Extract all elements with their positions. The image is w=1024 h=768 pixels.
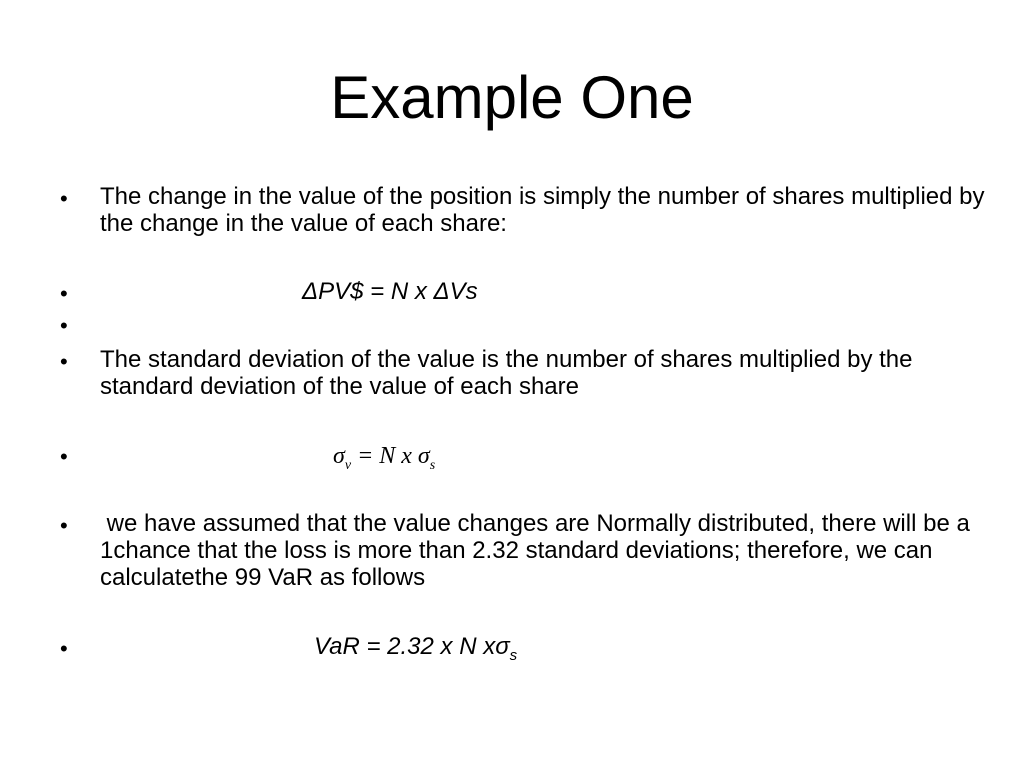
formula-sigma-v: [333, 443, 435, 473]
bullet-2: •: [60, 281, 68, 306]
bullet-1-text: The change in the value of the position is simply the number of shares multiplied by the change in the value of each share:: [100, 183, 985, 237]
bullet-3-empty: •: [60, 313, 68, 338]
var-formula-main: VaR = 2.32 x N xσ: [314, 633, 510, 660]
var-subscript-s: s: [509, 647, 518, 664]
bullet-4-text: The standard deviation of the value is the number of shares multiplied by the standard deviation of the value of each share: [100, 346, 913, 400]
slide-title: Example One: [330, 64, 694, 131]
bullet-7: •: [60, 636, 68, 661]
bullet-5: •: [60, 444, 68, 469]
bullet-4: •: [60, 349, 68, 374]
bullet-6-text: we have assumed that the value changes are Normally distributed, there will be a 1chance that the loss is more than 2.32 standard deviations; therefore, we can calculatethe 99 VaR as follows: [100, 510, 977, 591]
formula-var: [314, 633, 517, 663]
formula-delta-pv: ΔPV$ = N x ΔVs: [302, 278, 478, 305]
sigma-symbol: σ: [333, 443, 345, 469]
bullet-6: •: [60, 513, 68, 538]
sigma-symbol-2: σ: [417, 443, 430, 469]
subscript-s: s: [429, 458, 436, 473]
bullet-1: •: [60, 186, 68, 211]
subscript-v: v: [344, 458, 352, 473]
formula-middle: = N x: [351, 443, 418, 469]
